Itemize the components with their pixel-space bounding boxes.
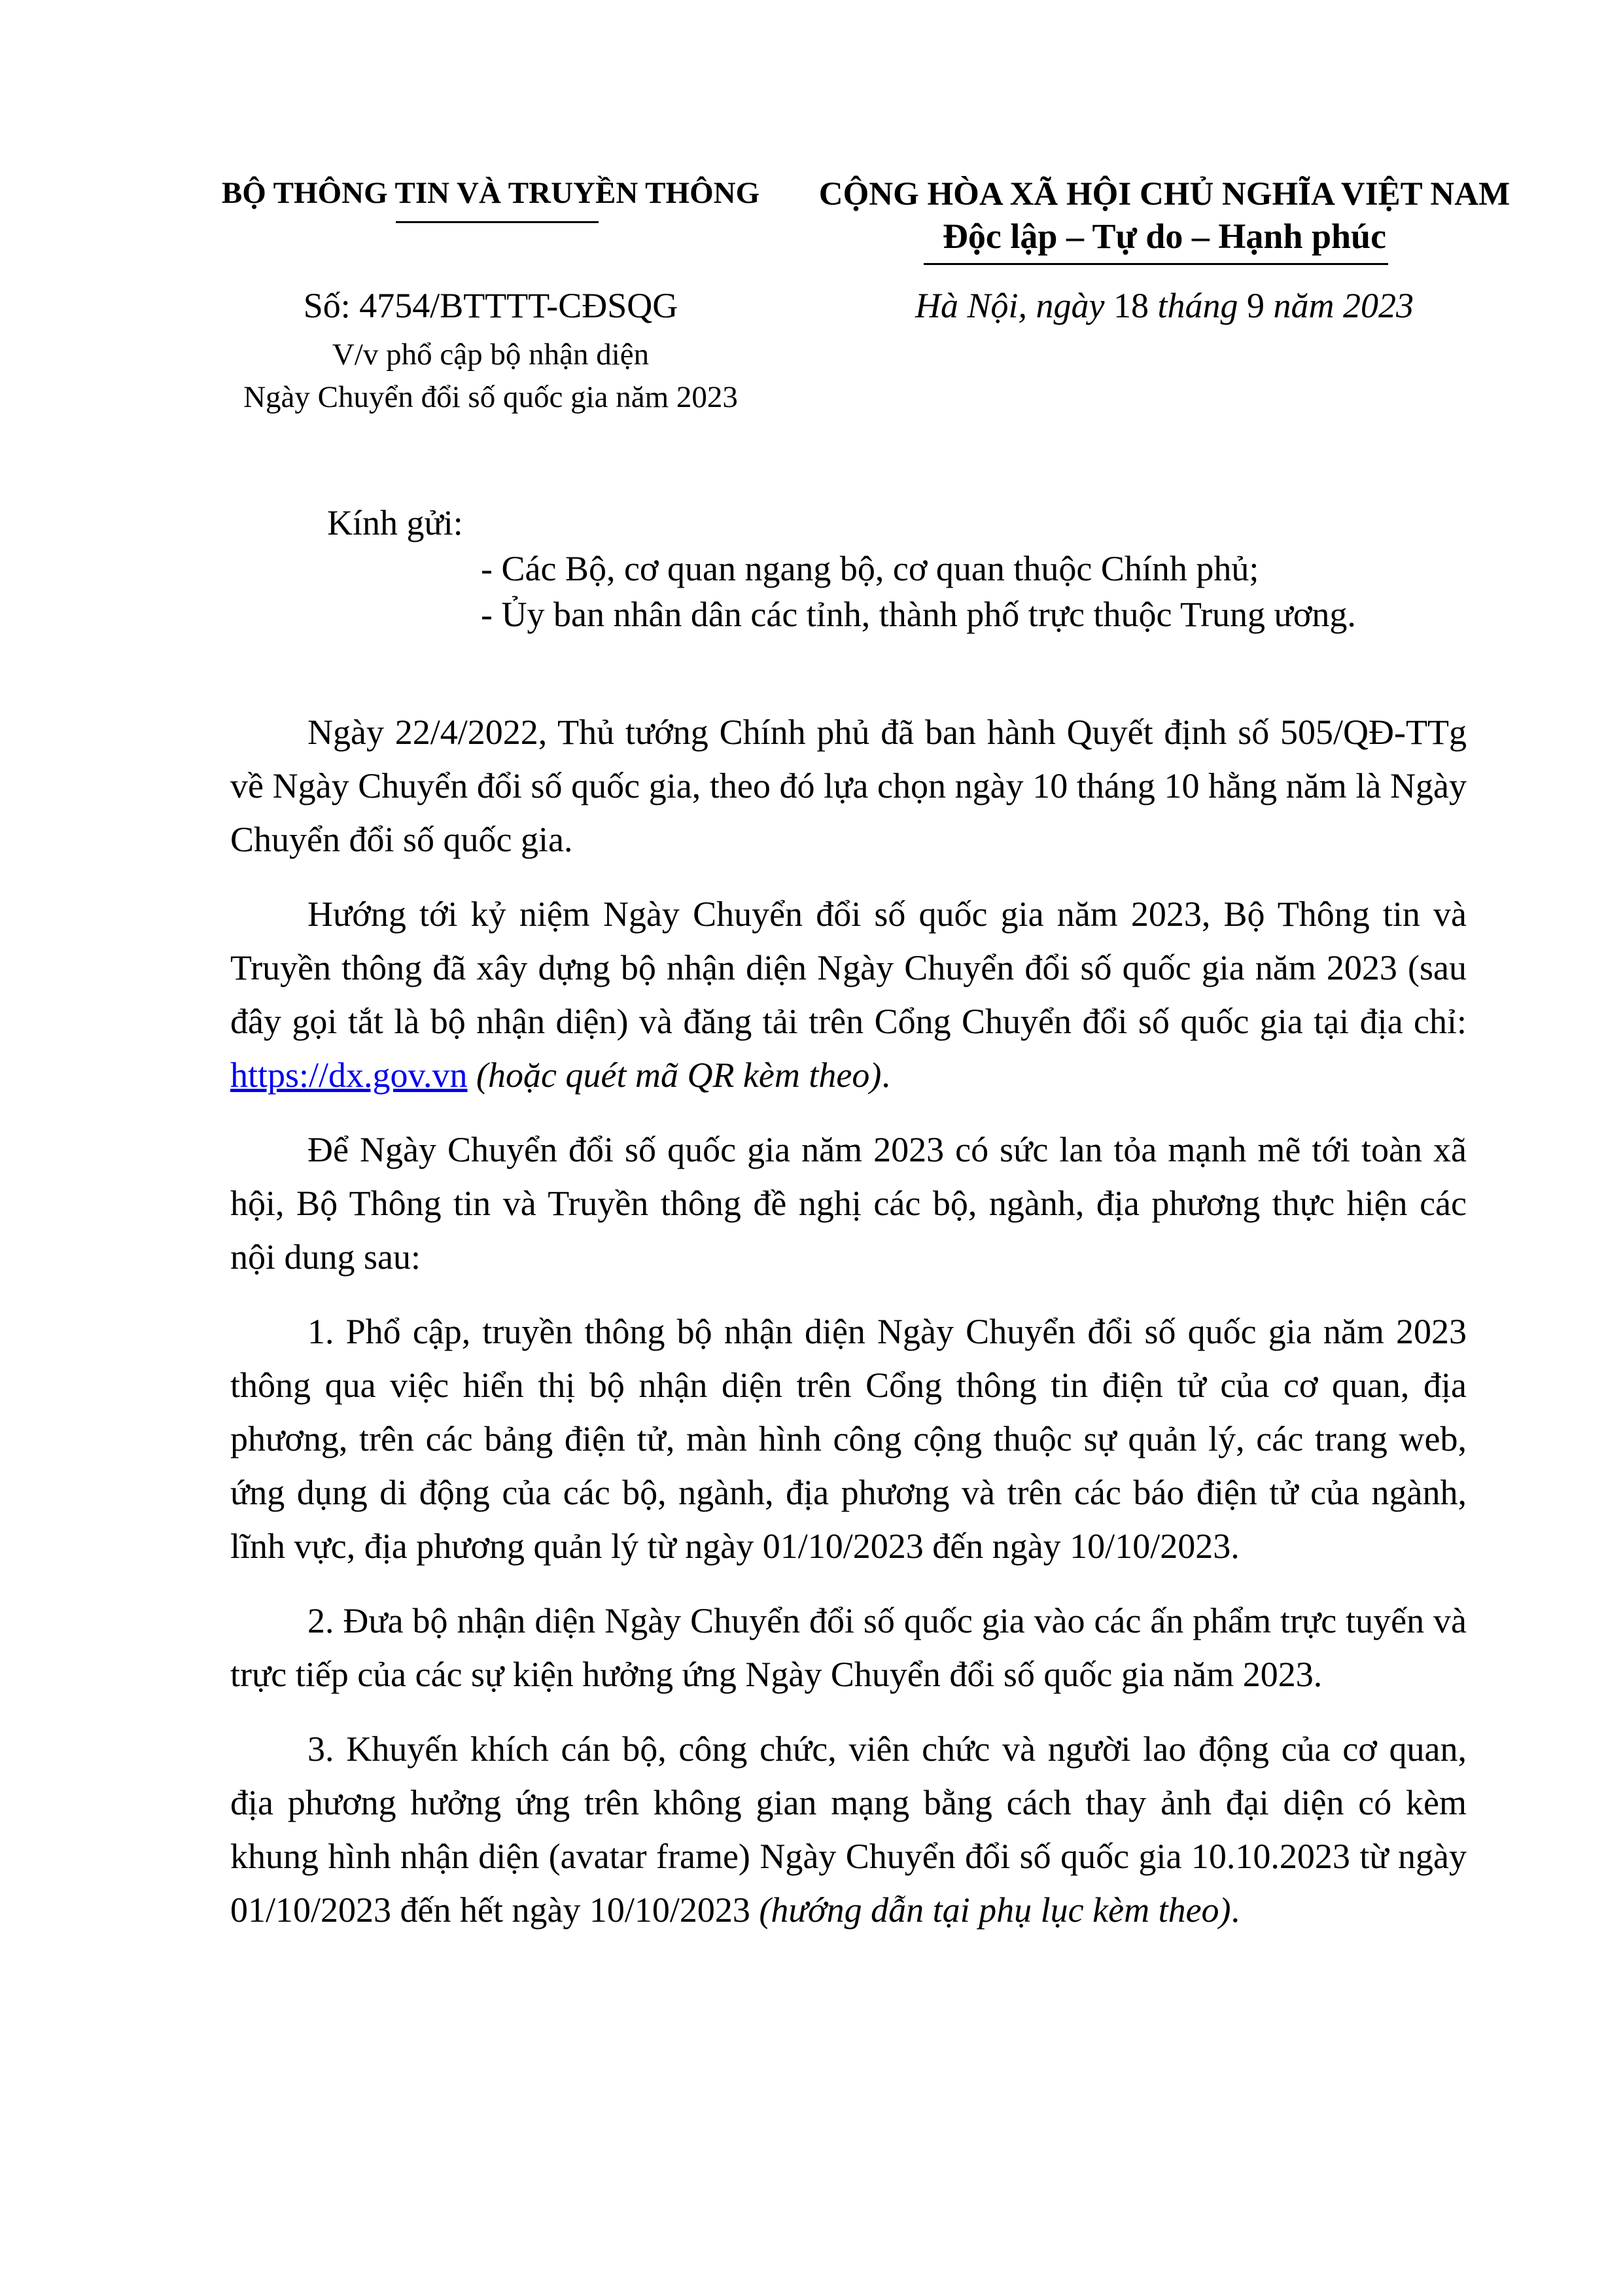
date-prefix: Hà Nội, ngày [915, 286, 1113, 325]
issuing-organization: BỘ THÔNG TIN VÀ TRUYỀN THÔNG [221, 176, 760, 210]
date-month-word: tháng [1148, 286, 1247, 325]
greeting: Kính gửi: [327, 503, 463, 542]
recipient-item: - Ủy ban nhân dân các tỉnh, thành phố trực thuộc Trung ương. [481, 595, 1356, 634]
recipient-item: - Các Bộ, cơ quan ngang bộ, cơ quan thuộc Chính phủ; [481, 549, 1259, 588]
national-title: CỘNG HÒA XÃ HỘI CHỦ NGHĨA VIỆT NAM [818, 176, 1510, 213]
motto-underline [924, 263, 1388, 265]
subject-line-2: Ngày Chuyển đổi số quốc gia năm 2023 [243, 380, 738, 414]
paragraph-request: Để Ngày Chuyển đổi số quốc gia năm 2023 có sức lan tỏa mạnh mẽ tới toàn xã hội, Bộ Thông tin và Truyền thông đề nghị các bộ, ngành, địa phương thực hiện các nội dung sau: [230, 1130, 1467, 1277]
date-year: năm 2023 [1265, 286, 1414, 325]
list-item-3-end: . [1230, 1890, 1240, 1930]
portal-link[interactable]: https://dx.gov.vn [230, 1055, 468, 1095]
document-body [230, 705, 1467, 1958]
appendix-note: (hướng dẫn tại phụ lục kèm theo) [759, 1890, 1231, 1930]
paragraph-end: . [881, 1055, 890, 1095]
issue-date [818, 285, 1511, 326]
date-month: 9 [1247, 286, 1265, 325]
organization-underline [396, 221, 599, 223]
document-number: Số: 4754/BTTTT-CĐSQG [303, 286, 678, 325]
paragraph-decision: Ngày 22/4/2022, Thủ tướng Chính phủ đã ban hành Quyết định số 505/QĐ-TTg về Ngày Chuyển đổi số quốc gia, theo đó lựa chọn ngày 10 tháng 10 hằng năm là Ngày Chuyển đổi số quốc gia. [230, 713, 1467, 859]
list-item-3-text: 3. Khuyến khích cán bộ, công chức, viên chức và người lao động của cơ quan, địa phương hưởng ứng trên không gian mạng bằng cách thay ảnh đại diện có kèm khung hình nhận diện (avatar frame) Ngày Chuyển đổi số quốc gia 10.10.2023 từ ngày 01/10/2023 đến hết ngày 10/10/2023 [230, 1729, 1467, 1930]
list-item-1: 1. Phổ cập, truyền thông bộ nhận diện Ngày Chuyển đổi số quốc gia năm 2023 thông qua việc hiển thị bộ nhận diện trên Cổng thông tin điện tử của cơ quan, địa phương, trên các bảng điện tử, màn hình công cộng thuộc sự quản lý, các trang web, ứng dụng di động của các bộ, ngành, địa phương và trên các báo điện tử của ngành, lĩnh vực, địa phương quản lý từ ngày 01/10/2023 đến ngày 10/10/2023. [230, 1312, 1467, 1566]
national-motto: Độc lập – Tự do – Hạnh phúc [942, 217, 1387, 256]
date-day: 18 [1113, 286, 1149, 325]
list-item-3 [230, 1722, 1467, 1937]
paragraph-identity-kit [230, 887, 1467, 1102]
list-item-2: 2. Đưa bộ nhận diện Ngày Chuyển đổi số quốc gia vào các ấn phẩm trực tuyến và trực tiếp của các sự kiện hưởng ứng Ngày Chuyển đổi số quốc gia năm 2023. [230, 1601, 1467, 1694]
paragraph-text: Hướng tới kỷ niệm Ngày Chuyển đổi số quốc gia năm 2023, Bộ Thông tin và Truyền thông đã xây dựng bộ nhận diện Ngày Chuyển đổi số quốc gia năm 2023 (sau đây gọi tắt là bộ nhận diện) và đăng tải trên Cổng Chuyển đổi số quốc gia tại địa chỉ: [230, 894, 1467, 1041]
subject-line-1: V/v phổ cập bộ nhận diện [332, 338, 650, 372]
qr-note: (hoặc quét mã QR kèm theo) [467, 1055, 882, 1095]
